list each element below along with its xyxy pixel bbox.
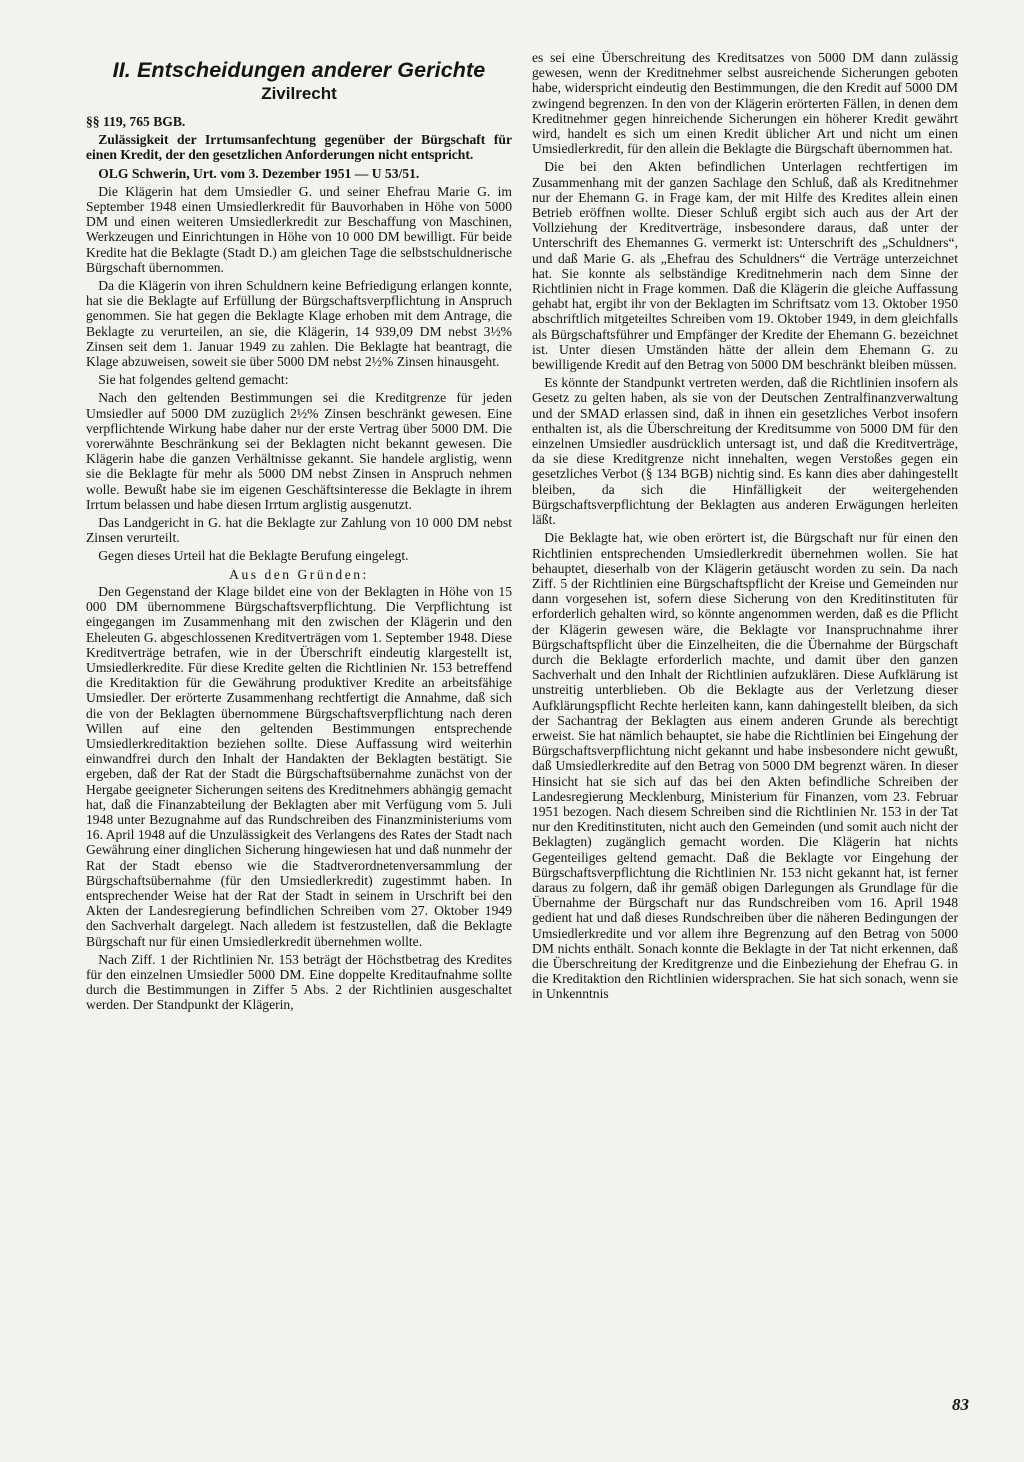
body-paragraph: Die Klägerin hat dem Umsiedler G. und seiner Ehefrau Marie G. im September 1948 einen Umsiedlerkredit für Bauvorhaben in Höhe von 5000 DM und einen weiteren Umsiedlerkredit zur Beschaffung von Maschinen, Werkzeugen und Einrichtungen in Höhe von 10 000 DM bewilligt. Für beide Kredite hat die Beklagte (Stadt D.) am gleichen Tage die selbstschuldnerische Bürgschaft übernommen. [86, 183, 512, 275]
body-paragraph: Den Gegenstand der Klage bildet eine von der Beklagten in Höhe von 15 000 DM übernommene Bürgschaftsverpflichtung. Die Verpflichtung ist eingegangen im Zusammenhang mit den zwischen der Klägerin und den Eheleuten G. abgeschlossenen Kreditverträgen vom 1. September 1948. Diese Kreditverträge betrafen, wie in der Überschrift eindeutig klargestellt ist, Umsiedlerkredite. Für diese Kredite gelten die Richtlinien Nr. 153 betreffend die Kreditaktion für die Gewährung produktiver Kredite an arbeitsfähige Umsiedler. Der erörterte Zusammenhang rechtfertigt die Annahme, daß sich die von der Beklagten übernommene Bürgschaftsverpflichtung nach deren Willen auf eine den geltenden Bestimmungen entsprechende Umsiedlerkreditaktion beziehen sollte. Diese Auffassung wird weiterhin einwandfrei durch den Inhalt der Handakten der Beklagten bestätigt. Sie ergeben, daß der Rat der Stadt die Bürgschaftsübernahme zunächst von der Hergabe geeigneter Sicherungen seitens des Kreditnehmers abhängig gemacht hat, daß die Finanzabteilung der Beklagten aber mit Verfügung vom 5. Juli 1948 unter Bezugnahme auf das Rundschreiben des Finanzministeriums vom 16. April 1948 auf die Unzulässigkeit des Verlangens des Rates der Stadt nach Gewährung einer dinglichen Sicherung hingewiesen hat und daß nunmehr der Rat der Stadt ebenso wie die Stadtverordnetenversammlung der Bürgschaftsübernahme (für den Umsiedlerkredit) zugestimmt haben. In entsprechender Weise hat der Rat der Stadt in seinem in Urschrift bei den Akten der Landesregierung befindlichen Schreiben vom 27. Oktober 1949 den Sachverhalt dargelegt. Nach alledem ist festzustellen, daß die Beklagte Bürgschaft nur für einen Umsiedlerkredit übernehmen wollte. [86, 583, 512, 949]
reasons-subheading: Aus den Gründen: [229, 566, 369, 582]
section-heading: II. Entscheidungen anderer Gerichte [112, 58, 486, 82]
body-paragraph: Gegen dieses Urteil hat die Beklagte Berufung eingelegt. [98, 548, 409, 564]
court-citation: OLG Schwerin, Urt. vom 3. Dezember 1951 — U 53/51. [98, 165, 420, 181]
right-column [532, 50, 958, 1005]
body-paragraph: Die bei den Akten befindlichen Unterlagen rechtfertigen im Zusammenhang mit der ganzen Sachlage den Schluß, daß als Kreditnehmer nur der Ehemann G. in Frage kam, der mit Hilfe des Kredites allein einen Betrieb eröffnen wollte. Dieser Schluß ergibt sich auch aus der Art der Vollziehung der Kreditverträge, insbesondere daraus, daß unter der Unterschrift des Ehemannes G. vermerkt ist: Unterschrift des „Schuldners“, und daß Marie G. als „Ehefrau des Schuldners“ die Verträge unterzeichnet hat. Sie konnte als selbständige Kreditnehmerin nach dem Sinne der Richtlinien nicht in Frage kommen. Daß die Klägerin die gleiche Auffassung gehabt hat, ergibt ihr von der Beklagten im Schriftsatz vom 13. Oktober 1950 abschriftlich mitgeteiltes Schreiben vom 19. Oktober 1949, in dem gleichfalls als Bürgschaftsführer und Empfänger der Kredite der Ehemann G. bezeichnet ist. Unter diesen Umständen hätte der allein dem Ehemann G. zu bewilligende Kredit auf den Betrag von 5000 DM beschränkt bleiben müssen. [532, 159, 958, 373]
body-paragraph: Nach Ziff. 1 der Richtlinien Nr. 153 beträgt der Höchstbetrag des Kredites für den einzelnen Umsiedler 5000 DM. Eine doppelte Kreditaufnahme sollte durch die Bestimmungen in Ziffer 5 Abs. 2 der Richtlinien ausgeschaltet werden. Der Standpunkt der Klägerin, [86, 951, 512, 1013]
statute-reference: §§ 119, 765 BGB. [86, 114, 186, 129]
body-paragraph: Das Landgericht in G. hat die Beklagte zur Zahlung von 10 000 DM nebst Zinsen verurteilt. [86, 515, 512, 546]
body-paragraph: Die Beklagte hat, wie oben erörtert ist, die Bürgschaft nur für einen den Richtlinien entsprechenden Umsiedlerkredit übernehmen wollen. Sie hat behauptet, dieserhalb von der Klägerin getäuscht worden zu sein. Da nach Ziff. 5 der Richtlinien eine Bürgschaftspflicht der Kreise und Gemeinden nur dann vorgesehen ist, sofern diese Sicherung von den Kreditinstituten für erforderlich gehalten wird, so könnte angenommen werden, daß es die Pflicht der Klägerin gewesen wäre, die Beklagte vor Inanspruchnahme ihrer Bürgschaftspflicht über die Einzelheiten, die die Übernahme der Bürgschaft durch die Beklagte erforderlich machte, und damit über den ganzen Sachverhalt und den Inhalt der Richtlinien aufzuklären. Diese Aufklärung ist unstreitig unterblieben. Ob die Beklagte aus der Verletzung dieser Aufklärungspflicht Rechte herleiten kann, kann dahingestellt bleiben, da sich der Sachantrag der Beklagten aus einem anderen Grunde als berechtigt erweist. Sie hat nämlich behauptet, sie habe die Richtlinien bei Eingehung der Bürgschaftsverpflichtung nicht gekannt und habe insbesondere nicht gewußt, daß Umsiedlerkredite auf den Betrag von 5000 DM begrenzt wären. In dieser Hinsicht hat sie sich auf das bei den Akten befindliche Schreiben der Landesregierung Mecklenburg, Ministerium für Finanzen, vom 23. Februar 1951 bezogen. Nach diesem Schreiben sind die Richtlinien Nr. 153 in der Tat nur den Kreditinstituten, nicht auch den Gemeinden (und somit auch nicht der Beklagten) zugänglich gemacht worden. Die Klägerin hat nichts Gegenteiliges geltend gemacht. Daß die Beklagte vor Eingehung der Bürgschaftsverpflichtung die Richtlinien Nr. 153 nicht gekannt hat, ist ferner daraus zu folgern, daß ihr gemäß obigen Darlegungen als Grundlage für die Übernahme der Bürgschaft nur das Rundschreiben vom 16. April 1948 gedient hat und daß dieses Rundschreiben über die näheren Bedingungen der Umsiedlerkredite und vor allem ihre Begrenzung auf den Betrag von 5000 DM nichts enthält. Sonach konnte die Beklagte in der Tat nicht erkennen, daß die Überschreitung der Kreditgrenze und die Einbeziehung der Ehefrau G. in die Kreditaktion den Richtlinien widersprachen. Sie hat sich sonach, wenn sie in Unkenntnis [532, 530, 958, 1002]
page-number: 83 [952, 1395, 969, 1414]
body-paragraph: Sie hat folgendes geltend gemacht: [98, 372, 289, 388]
body-paragraph: Da die Klägerin von ihren Schuldnern keine Befriedigung erlangen konnte, hat sie die Beklagte auf Erfüllung der Bürgschaftsverpflichtung in Anspruch genommen. Sie hat gegen die Beklagte Klage erhoben mit dem Antrage, die Beklagte zu verurteilen, an sie, die Klägerin, 14 939,09 DM nebst 3½% Zinsen seit dem 1. Januar 1949 zu zahlen. Die Beklagte hat beantragt, die Klage abzuweisen, soweit sie über 5000 DM nebst 2½% Zinsen hinausgeht. [86, 278, 512, 370]
body-paragraph: es sei eine Überschreitung des Kreditsatzes von 5000 DM dann zulässig gewesen, wenn der Kreditnehmer selbst ausreichende Sicherungen geboten habe, widerspricht eindeutig den Bestimmungen, die den Kredit auf 5000 DM zwingend begrenzen. In den von der Klägerin erörterten Fällen, in denen dem Kreditnehmer gegen hinreichende Sicherungen ein höherer Kredit gewährt wird, handelt es sich um einen Kredit üblicher Art und nicht um einen Umsiedlerkredit, für den allein die Beklagte die Bürgschaft übernommen hat. [532, 50, 958, 157]
body-paragraph: Nach den geltenden Bestimmungen sei die Kreditgrenze für jeden Umsiedler auf 5000 DM zuzüglich 2½% Zinsen beschränkt gewesen. Eine verpflichtende Wirkung habe daher nur der erste Vertrag über 5000 DM. Die vorerwähnte Beschränkung sei der Beklagten nicht bekannt gewesen. Die Klägerin habe die ganzen Verhältnisse gekannt. Sie handele arglistig, wenn sie die Beklagte für mehr als 5000 DM nebst Zinsen in Anspruch nehmen wolle. Bewußt habe sie im eigenen Geschäftsinteresse die Beklagte in ihrem Irrtum belassen und habe diesen Irrtum arglistig ausgenutzt. [86, 390, 512, 512]
body-paragraph: Es könnte der Standpunkt vertreten werden, daß die Richtlinien insofern als Gesetz zu gelten haben, als sie von der Deutschen Zentralfinanzverwaltung und der SMAD erlassen sind, daß in ihnen ein gesetzliches Verbot insofern enthalten ist, als die Überschreitung der Kreditsumme von 5000 DM für den einzelnen Umsiedler ausdrücklich untersagt ist, und daß die Kreditverträge, da sie diese Kreditgrenze nicht innehalten, wegen Verstoßes gegen ein gesetzliches Verbot (§ 134 BGB) nichtig sind. Es kann dies aber dahingestellt bleiben, da sich die Hinfälligkeit der weitergehenden Bürgschaftsverpflichtung der Beklagten aus anderen Erwägungen herleiten läßt. [532, 375, 958, 528]
subsection-heading: Zivilrecht [261, 84, 337, 103]
headnote: Zulässigkeit der Irrtumsanfechtung gegenüber der Bürgschaft für einen Kredit, der den gesetzlichen Anforderungen nicht entspricht. [86, 132, 512, 163]
left-column [86, 52, 512, 1016]
